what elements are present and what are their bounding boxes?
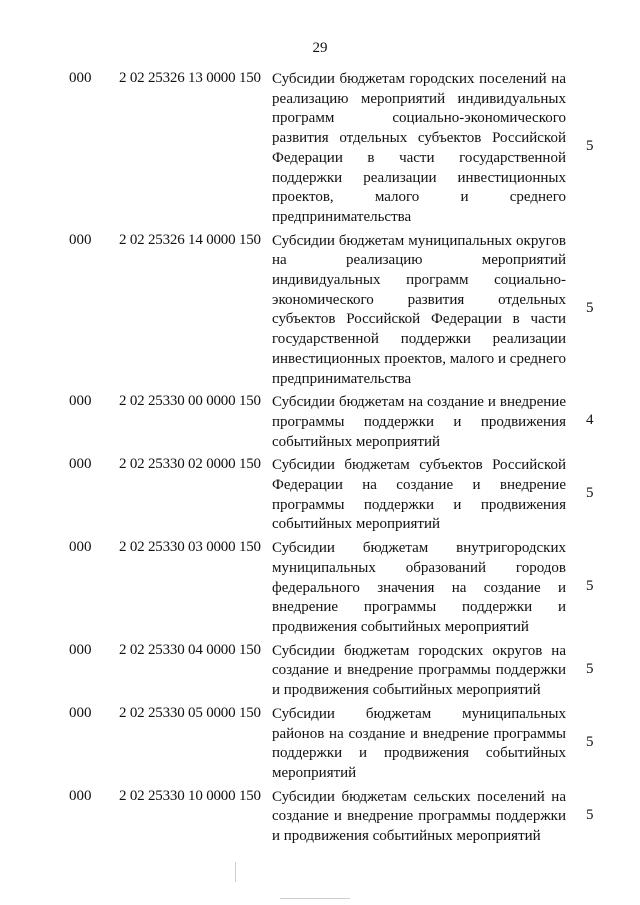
- income-description: Субсидии бюджетам городских округов на создание и внедрение программы поддержки и продвижения событийных мероприятий: [272, 642, 566, 699]
- scan-artifact: [235, 862, 236, 882]
- budget-classification-code: 2 02 25330 00 0000 150: [119, 393, 261, 410]
- income-description: Субсидии бюджетам городских поселений на реализацию мероприятий индивидуальных программ социально-экономического развития отдельных субъектов Российской Федерации в части государственной поддержки реализации инвестиционных проектов, малого и среднего предпринимательства: [272, 71, 566, 225]
- admin-code: 000: [69, 539, 92, 556]
- budget-classification-code: 2 02 25330 04 0000 150: [119, 641, 261, 658]
- budget-code-table: [0, 66, 640, 847]
- admin-code: 000: [69, 70, 92, 86]
- scan-artifact: [280, 898, 350, 899]
- row-value: 5: [586, 577, 594, 594]
- admin-code: 000: [69, 704, 92, 721]
- row-value: 4: [586, 412, 594, 429]
- row-value: 5: [586, 733, 594, 750]
- page-number: 29: [312, 40, 328, 56]
- table-row: [0, 638, 640, 701]
- income-description: Субсидии бюджетам на создание и внедрение программы поддержки и продвижения событийных мероприятий: [272, 394, 566, 450]
- table-row: [0, 701, 640, 784]
- row-value: 5: [586, 138, 594, 155]
- income-description: Субсидии бюджетам муниципальных округов на реализацию мероприятий индивидуальных программ социально-экономического развития отдельных субъектов Российской Федерации в части государственной поддержки реализации инвестиционных проектов, малого и среднего предпринимательства: [272, 232, 566, 387]
- row-value: 5: [586, 299, 594, 316]
- budget-classification-code: 2 02 25326 14 0000 150: [119, 231, 261, 248]
- row-value: 5: [586, 806, 594, 823]
- income-description: Субсидии бюджетам муниципальных районов на создание и внедрение программы поддержки и продвижения событийных мероприятий: [272, 705, 566, 781]
- table-row: [0, 66, 640, 228]
- budget-classification-code: 2 02 25330 03 0000 150: [119, 539, 261, 556]
- table-row: [0, 452, 640, 535]
- admin-code: 000: [69, 393, 92, 410]
- budget-classification-code: 2 02 25330 05 0000 150: [119, 704, 261, 721]
- income-description: Субсидии бюджетам субъектов Российской Федерации на создание и внедрение программы поддержки и продвижения событийных мероприятий: [272, 457, 566, 533]
- table-row: [0, 784, 640, 847]
- table-row: [0, 535, 640, 638]
- row-value: 5: [586, 485, 594, 502]
- table-row: [0, 228, 640, 390]
- admin-code: 000: [69, 456, 92, 473]
- budget-classification-code: 2 02 25330 10 0000 150: [119, 787, 261, 804]
- admin-code: 000: [69, 231, 92, 248]
- table-row: [0, 389, 640, 452]
- income-description: Субсидии бюджетам внутригородских муниципальных образований городов федерального значения на создание и внедрение программы поддержки и продвижения событийных мероприятий: [272, 540, 566, 635]
- budget-classification-code: 2 02 25326 13 0000 150: [119, 70, 261, 86]
- budget-classification-code: 2 02 25330 02 0000 150: [119, 456, 261, 473]
- admin-code: 000: [69, 641, 92, 658]
- income-description: Субсидии бюджетам сельских поселений на создание и внедрение программы поддержки и продвижения событийных мероприятий: [272, 788, 566, 845]
- row-value: 5: [586, 660, 594, 677]
- admin-code: 000: [69, 787, 92, 804]
